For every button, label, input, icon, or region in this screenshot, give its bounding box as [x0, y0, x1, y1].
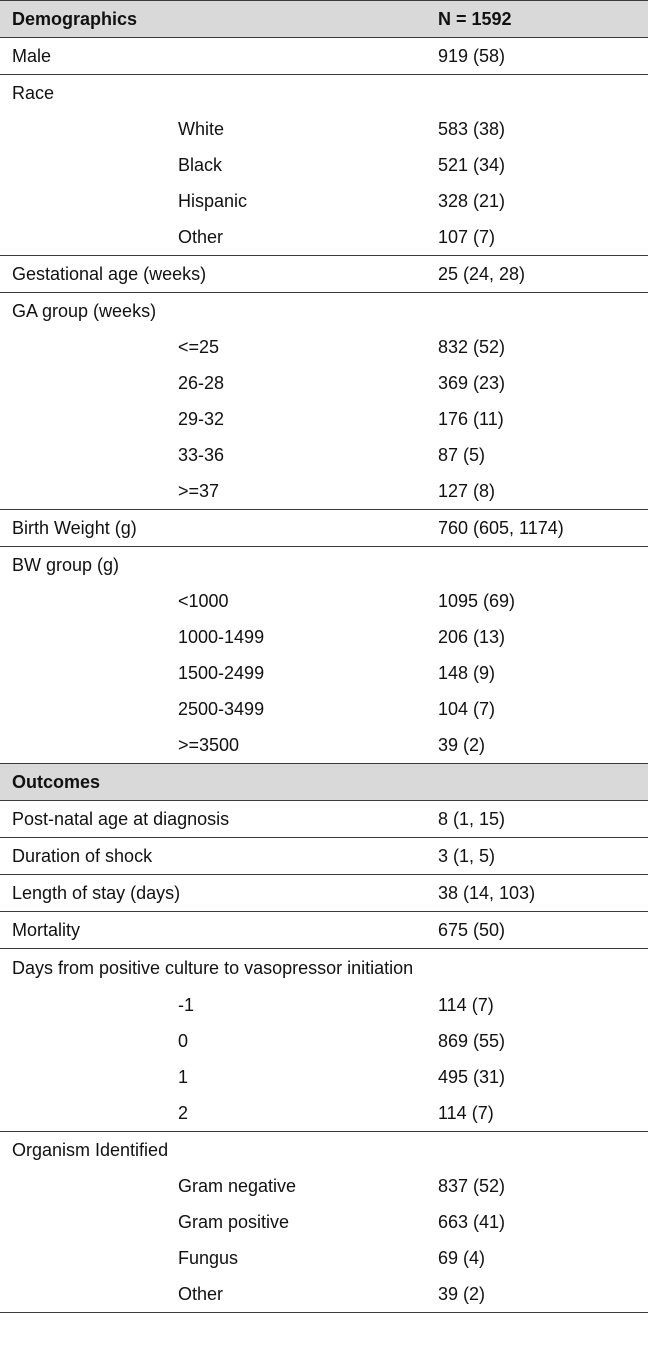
table-row: [0, 875, 648, 912]
row-label: 26-28: [178, 373, 225, 393]
sub-row: [0, 1023, 648, 1059]
row-line: [0, 510, 648, 546]
row-line: [0, 38, 648, 74]
row-label: Outcomes: [12, 772, 101, 792]
sub-row: [0, 219, 648, 255]
row-label: <1000: [178, 591, 229, 611]
table-row: [0, 547, 648, 764]
sub-row: [0, 1059, 648, 1095]
sub-row: [0, 365, 648, 401]
row-value: 39 (2): [438, 1284, 486, 1304]
row-line: [0, 547, 648, 583]
sub-row: [0, 1095, 648, 1131]
row-label: Length of stay (days): [12, 883, 181, 903]
row-value: 675 (50): [438, 920, 506, 940]
row-label: Post-natal age at diagnosis: [12, 809, 230, 829]
table-row: [0, 838, 648, 875]
row-line: [0, 801, 648, 837]
row-label: 1000-1499: [178, 627, 265, 647]
row-value: 25 (24, 28): [438, 264, 526, 284]
row-label: >=3500: [178, 735, 240, 755]
table-row: [0, 38, 648, 75]
row-label: Male: [12, 46, 52, 66]
sub-row: [0, 1240, 648, 1276]
sub-row: [0, 1276, 648, 1312]
sub-row: [0, 619, 648, 655]
table-row: [0, 949, 648, 1132]
row-value: 127 (8): [438, 481, 496, 501]
row-value: N = 1592: [438, 9, 512, 29]
row-label: GA group (weeks): [12, 301, 157, 321]
row-label: Race: [12, 83, 55, 103]
row-label: 0: [178, 1031, 189, 1051]
section-header-line: [0, 1, 648, 37]
row-value: 114 (7): [438, 1103, 494, 1123]
row-value: 38 (14, 103): [438, 883, 536, 903]
row-line: [0, 912, 648, 948]
sub-row: [0, 183, 648, 219]
row-label: <=25: [178, 337, 220, 357]
row-value: 176 (11): [438, 409, 504, 429]
row-line: [0, 875, 648, 911]
row-label: Demographics: [12, 9, 138, 29]
row-label: -1: [178, 995, 195, 1015]
table-row: [0, 801, 648, 838]
row-label: BW group (g): [12, 555, 120, 575]
sub-row: [0, 691, 648, 727]
row-value: 521 (34): [438, 155, 506, 175]
row-value: 663 (41): [438, 1212, 506, 1232]
row-label: Gram negative: [178, 1176, 297, 1196]
sub-rows: [0, 583, 648, 763]
row-label: 1: [178, 1067, 189, 1087]
table-row: [0, 510, 648, 547]
row-value: 148 (9): [438, 663, 496, 683]
row-value: 919 (58): [438, 46, 506, 66]
row-label: >=37: [178, 481, 220, 501]
sub-row: [0, 147, 648, 183]
row-label: Organism Identified: [12, 1140, 169, 1160]
row-label: 29-32: [178, 409, 225, 429]
row-label: Fungus: [178, 1248, 239, 1268]
row-label: Birth Weight (g): [12, 518, 137, 538]
sub-rows: [0, 987, 648, 1131]
row-line: [0, 256, 648, 292]
sub-row: [0, 1204, 648, 1240]
sub-row: [0, 401, 648, 437]
sub-rows: [0, 329, 648, 509]
row-label: Other: [178, 1284, 224, 1304]
row-value: 1095 (69): [438, 591, 516, 611]
sub-row: [0, 329, 648, 365]
row-label: 2500-3499: [178, 699, 265, 719]
sub-row: [0, 1168, 648, 1204]
row-value: 206 (13): [438, 627, 506, 647]
row-label: 1500-2499: [178, 663, 265, 683]
row-label: Mortality: [12, 920, 81, 940]
row-value: 369 (23): [438, 373, 506, 393]
row-line: [0, 293, 648, 329]
row-value: 837 (52): [438, 1176, 506, 1196]
sub-row: [0, 987, 648, 1023]
row-value: 3 (1, 5): [438, 846, 496, 866]
sub-row: [0, 583, 648, 619]
sub-rows: [0, 1168, 648, 1312]
row-value: 832 (52): [438, 337, 506, 357]
row-value: 760 (605, 1174): [438, 518, 564, 538]
sub-rows: [0, 111, 648, 255]
table-row: [0, 256, 648, 293]
sub-row: [0, 111, 648, 147]
row-value: 869 (55): [438, 1031, 506, 1051]
row-value: 39 (2): [438, 735, 486, 755]
section-header-line: [0, 764, 648, 800]
section-header: [0, 0, 648, 38]
sub-row: [0, 437, 648, 473]
row-value: 328 (21): [438, 191, 506, 211]
row-value: 69 (4): [438, 1248, 486, 1268]
row-value: 107 (7): [438, 227, 496, 247]
table-row: [0, 1132, 648, 1313]
row-label: Gestational age (weeks): [12, 264, 207, 284]
row-value: 114 (7): [438, 995, 494, 1015]
row-label: Duration of shock: [12, 846, 153, 866]
sub-row: [0, 473, 648, 509]
row-value: 583 (38): [438, 119, 506, 139]
row-value: 104 (7): [438, 699, 496, 719]
table-row: [0, 912, 648, 949]
row-value: 87 (5): [438, 445, 486, 465]
row-label: 2: [178, 1103, 189, 1123]
row-label: Gram positive: [178, 1212, 290, 1232]
row-line: [0, 1132, 648, 1168]
row-label: 33-36: [178, 445, 225, 465]
row-label: Hispanic: [178, 191, 248, 211]
table-row: [0, 75, 648, 256]
row-label: Black: [178, 155, 223, 175]
row-value: 495 (31): [438, 1067, 506, 1087]
row-label: Days from positive culture to vasopressor initiation: [12, 958, 414, 978]
row-line: [0, 75, 648, 111]
section-header: [0, 764, 648, 801]
sub-row: [0, 655, 648, 691]
row-label: Other: [178, 227, 224, 247]
sub-row: [0, 727, 648, 763]
table-row: [0, 293, 648, 510]
row-value: 8 (1, 15): [438, 809, 506, 829]
row-line: [0, 838, 648, 874]
row-label: White: [178, 119, 225, 139]
